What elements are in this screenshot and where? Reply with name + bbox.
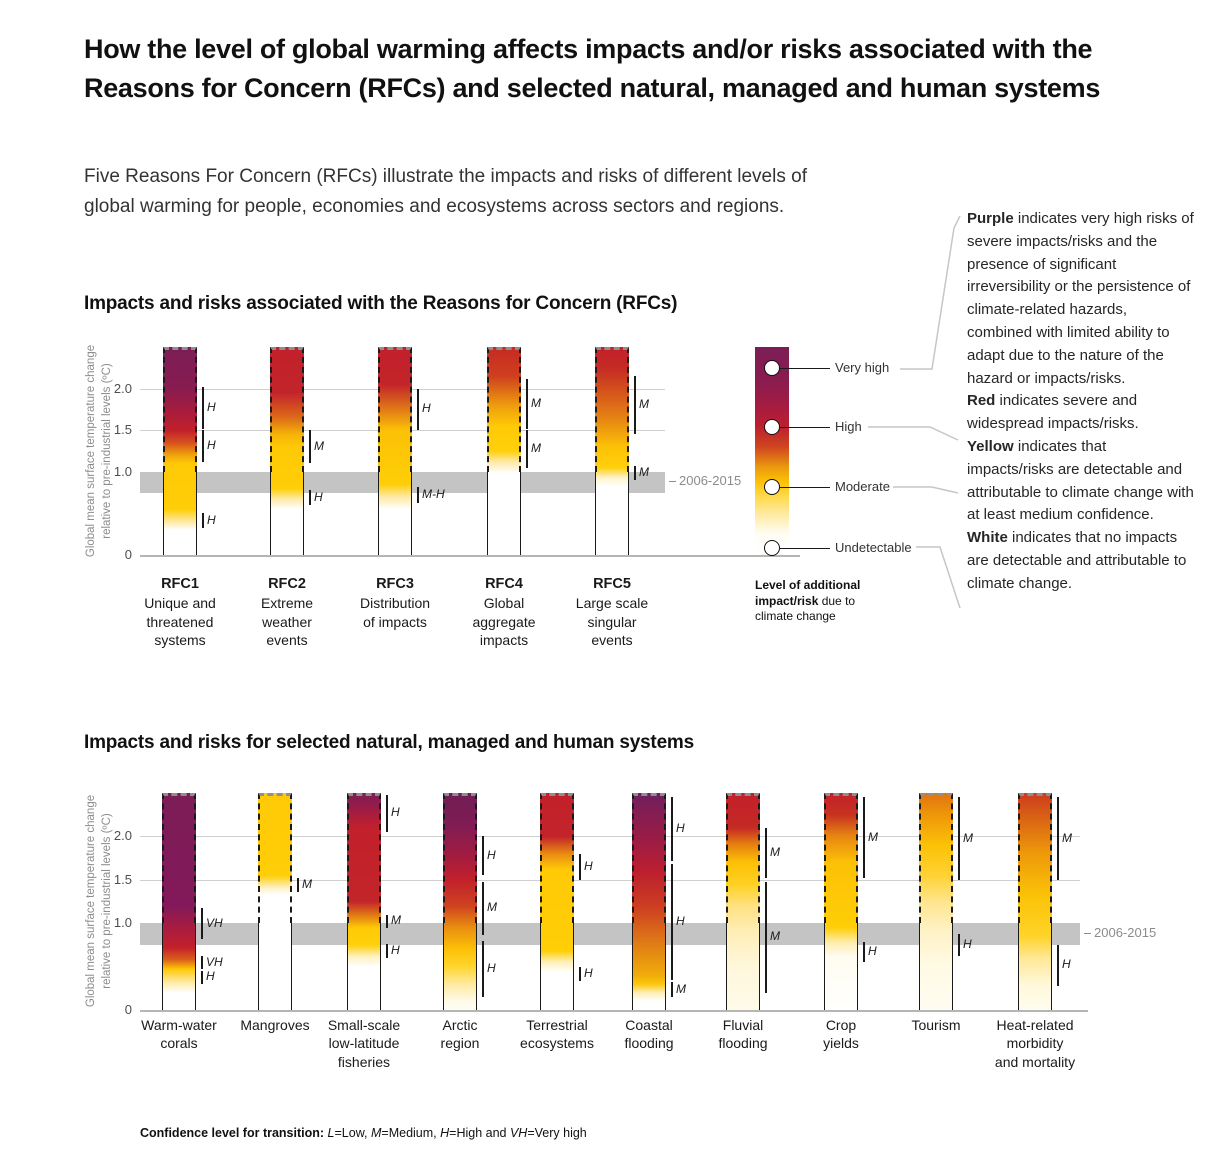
confidence-marker-label: M	[639, 397, 649, 412]
confidence-marker-line	[579, 854, 581, 880]
confidence-marker-line	[482, 882, 484, 936]
gridline-0	[140, 1010, 1088, 1012]
confidence-marker-line	[482, 836, 484, 875]
ember-bar-warm-water-corals	[162, 793, 196, 1010]
bar-category-label: Fluvial flooding	[718, 1017, 768, 1052]
confidence-marker-label: H	[676, 821, 685, 836]
confidence-marker-line	[671, 797, 673, 860]
bar-category-label: Small-scale low-latitude fisheries	[327, 1017, 401, 1070]
ember-bar-coastal-flooding	[632, 793, 666, 1010]
ember-projected-outline	[443, 793, 477, 923]
bar-category-label: RFC3 Distribution of impacts	[359, 576, 431, 630]
y-tick-1.0: 1.0	[113, 463, 132, 479]
confidence-marker-line	[863, 797, 865, 878]
bar-category-label: Warm-water corals	[141, 1017, 217, 1052]
confidence-marker-label: H	[207, 399, 216, 414]
ember-observed-outline	[824, 923, 858, 1010]
confidence-marker-label: M	[639, 465, 649, 480]
confidence-marker-label: H	[422, 401, 431, 416]
confidence-marker-label: H	[868, 944, 877, 959]
confidence-marker-line	[863, 942, 865, 962]
color-key-item-purple: Purple indicates very high risks of severe impacts/risks and the presence of significant irreversibility or the persistence of climate-related hazards, combined with limited ability to adapt due to the nature of the hazard or impacts/risks.	[967, 210, 1194, 387]
observed-warming-band-label: 2006-2015	[669, 473, 741, 488]
ember-bar-fluvial-flooding	[726, 793, 760, 1010]
confidence-marker-label: H	[207, 438, 216, 452]
color-key-item-white: White indicates that no impacts are detectable and attributable to climate change.	[967, 529, 1187, 592]
confidence-marker-line	[297, 878, 299, 892]
ember-projected-outline	[258, 793, 292, 923]
ember-projected-outline	[347, 793, 381, 923]
rfc-chart-heading: Impacts and risks associated with the Reasons for Concern (RFCs)	[84, 293, 678, 314]
confidence-marker-label: M	[314, 438, 324, 453]
ember-observed-outline	[347, 923, 381, 1010]
confidence-marker-label: H	[963, 936, 972, 951]
color-key-description	[967, 208, 1195, 596]
bar-category-label: Tourism	[911, 1017, 961, 1033]
ember-projected-outline	[162, 793, 196, 923]
bar-category-label: RFC2 Extreme weather events	[260, 576, 314, 649]
bar-category-label: Coastal flooding	[624, 1017, 674, 1052]
ember-observed-outline	[540, 923, 574, 1010]
ember-observed-outline	[1018, 923, 1052, 1010]
y-tick-0: 0	[124, 547, 132, 562]
legend-level-label: Undetectable	[835, 540, 912, 556]
confidence-marker-label: M	[770, 844, 780, 859]
confidence-marker-label: H	[487, 960, 496, 975]
y-axis-label: Global mean surface temperature change relative to pre-industrial levels (ºC)	[85, 344, 113, 558]
confidence-marker-line	[482, 941, 484, 997]
color-key-item-yellow: Yellow indicates that impacts/risks are detectable and attributable to climate change with at least medium confidence.	[967, 437, 1194, 524]
confidence-marker-label: H	[391, 805, 400, 820]
y-tick-1.0: 1.0	[113, 915, 132, 931]
confidence-marker-line	[671, 982, 673, 997]
confidence-marker-line	[765, 882, 767, 993]
confidence-marker-label: H	[1062, 957, 1071, 972]
y-tick-1.5: 1.5	[113, 871, 132, 887]
confidence-marker-label: M	[963, 830, 973, 845]
bar-category-label: RFC1 Unique and threatened systems	[144, 576, 216, 649]
confidence-marker-line	[201, 971, 203, 984]
ember-projected-outline	[919, 793, 953, 923]
confidence-marker-label: M	[391, 913, 401, 928]
figure-title: How the level of global warming affects impacts and/or risks associated with the Reasons for Concern (RFCs) and selected natural, managed and human systems	[84, 34, 1101, 104]
ember-projected-outline	[632, 793, 666, 923]
confidence-marker-label: M	[1062, 830, 1072, 845]
ember-bar-crop-yields	[824, 793, 858, 1010]
bar-category-label: Mangroves	[240, 1017, 310, 1033]
confidence-marker-label: H	[391, 942, 400, 957]
ember-observed-outline	[919, 923, 953, 1010]
color-key-item-red: Red indicates severe and widespread impacts/risks.	[967, 392, 1139, 433]
confidence-marker-line	[671, 864, 673, 979]
confidence-level-footnote: Confidence level for transition: L=Low, M=Medium, H=High and VH=Very high	[140, 1126, 587, 1140]
confidence-marker-label: VH	[206, 915, 223, 930]
confidence-marker-line	[1057, 797, 1059, 879]
confidence-marker-label: M	[868, 829, 878, 844]
ember-projected-outline	[1018, 793, 1052, 923]
y-tick-0: 0	[124, 1002, 132, 1017]
confidence-marker-label: M-H	[422, 487, 445, 502]
ember-observed-outline	[443, 923, 477, 1010]
ember-observed-outline	[632, 923, 666, 1010]
ember-bar-heat-related-morbidity-andmortality	[1018, 793, 1052, 1010]
confidence-marker-label: H	[584, 858, 593, 873]
y-axis-label: Global mean surface temperature change relative to pre-industrial levels (ºC)	[85, 794, 113, 1008]
confidence-marker-line	[386, 795, 388, 832]
ember-bar-mangroves	[258, 793, 292, 1010]
confidence-marker-label: M	[487, 900, 497, 915]
bar-category-label: Arctic region	[440, 1017, 480, 1052]
legend-level-label: Very high	[835, 359, 890, 375]
bar-category-label: RFC5 Large scale singular events	[575, 576, 649, 649]
y-tick-2.0: 2.0	[113, 380, 132, 396]
confidence-marker-label: M	[531, 440, 541, 455]
band-label-dash	[1084, 933, 1091, 934]
confidence-marker-label: H	[487, 847, 496, 862]
ember-bar-small-scale-low-latitude-fisheries	[347, 793, 381, 1010]
confidence-marker-label: M	[531, 395, 541, 410]
bar-category-label: Heat-related morbidity and mortality	[994, 1017, 1076, 1070]
figure-subtitle: Five Reasons For Concern (RFCs) illustrate the impacts and risks of different levels of global warming for people, economies and ecosystems across sectors and regions.	[84, 166, 807, 218]
confidence-marker-label: H	[314, 489, 323, 504]
ember-observed-outline	[726, 923, 760, 1010]
confidence-marker-label: M	[676, 981, 686, 996]
legend-caption: Level of additional impact/risk due to climate change	[755, 578, 861, 624]
systems-chart-heading: Impacts and risks for selected natural, managed and human systems	[84, 732, 694, 753]
confidence-marker-line	[765, 828, 767, 878]
ember-projected-outline	[540, 793, 574, 923]
confidence-marker-line	[201, 956, 203, 969]
ember-observed-outline	[162, 923, 196, 1010]
ember-bar-terrestrial-ecosystems	[540, 793, 574, 1010]
confidence-marker-line	[958, 797, 960, 879]
confidence-marker-line	[386, 944, 388, 958]
bar-category-label: Terrestrial ecosystems	[520, 1017, 594, 1052]
y-tick-2.0: 2.0	[113, 828, 132, 844]
confidence-marker-label: H	[206, 969, 215, 984]
confidence-marker-label: H	[584, 965, 593, 980]
bar-category-label: Crop yields	[823, 1017, 859, 1052]
confidence-marker-label: VH	[206, 954, 223, 969]
confidence-marker-label: M	[302, 877, 312, 891]
confidence-marker-label: H	[207, 512, 216, 527]
legend-level-label: Moderate	[835, 478, 890, 494]
confidence-marker-line	[958, 934, 960, 957]
confidence-marker-label: H	[676, 913, 685, 928]
ember-observed-outline	[258, 923, 292, 1010]
observed-warming-band-label: 2006-2015	[1084, 925, 1156, 940]
confidence-marker-line	[386, 915, 388, 929]
ember-projected-outline	[726, 793, 760, 923]
ember-projected-outline	[824, 793, 858, 923]
ember-bar-arctic-region	[443, 793, 477, 1010]
confidence-marker-line	[579, 967, 581, 982]
bar-category-label: RFC4 Global aggregate impacts	[472, 576, 536, 649]
confidence-marker-line	[1057, 945, 1059, 986]
confidence-marker-line	[201, 908, 203, 938]
legend-level-label: High	[835, 418, 862, 434]
y-tick-1.5: 1.5	[113, 422, 132, 438]
ember-bar-tourism	[919, 793, 953, 1010]
confidence-marker-label: M	[770, 929, 780, 944]
